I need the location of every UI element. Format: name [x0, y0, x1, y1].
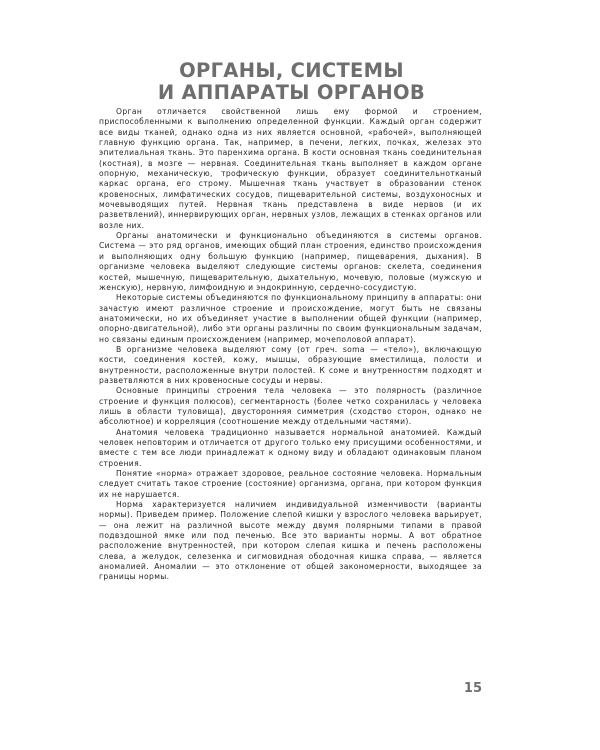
paragraph-soma: В организме человека выделяют сому (от греч. soma — «тело»), включающую кости, соединения костей, кожу, мышцы, образующие вместилища, полости и внутренности, расположенные внутри полостей. К соме и внутренностям подходят и разветвляются в них кровеносные сосуды и нервы. [99, 344, 482, 385]
paragraph-apparatus: Некоторые системы объединяются по функциональному принципу в аппараты: они зачастую имеют различное строение и происхождение, могут быть не связаны анатомически, но их объединяет участие в выполнении общей функции (например, опорно-двигательной), либо эти органы различны по своим функциональным задачам, но связаны единым происхождением (например, мочеполовой аппарат). [99, 293, 482, 344]
paragraph-body-principles: Основные принципы строения тела человека — это полярность (различное строение и функция полюсов), сегментарность (более четко сохранилась у человека лишь в области туловища), двусторонняя симметрия (сходство сторон, однако не абсолютное) и корреляция (соотношение между отдельными частями). [99, 386, 482, 427]
page-title-line-1: ОРГАНЫ, СИСТЕМЫ [179, 59, 404, 82]
body-text [99, 107, 482, 583]
paragraph-organ-definition: Орган отличается свойственной лишь ему формой и строением, приспособленными к выполнению определенной функции. Каждый орган содержит все виды тканей, однако одна из них является основной, «рабочей», выполняющей главную функцию органа. Так, например, в печени, легких, почках, железах это эпителиальная ткань. Это паренхима органа. В кости основная ткань соединительная (костная), в мозге — нервная. Соединительная ткань выполняет в каждом органе опорную, механическую, трофическую функции, образует соединительнотканый каркас органа, его строму. Мышечная ткань участвует в образовании стенок кровеносных, лимфатических сосудов, пищеварительной системы, воздухоносных и мочевыводящих путей. Нервная ткань представлена в виде нервов (и их разветвлений), иннервирующих орган, нервных узлов, лежащих в стенках органов или возле них. [99, 107, 482, 230]
paragraph-norm-variants: Норма характеризуется наличием индивидуальной изменчивости (варианты нормы). Приведем пример. Положение слепой кишки у взрослого человека варьирует, — она лежит на различной высоте между двумя полярными типами в правой подвздошной ямке или под печенью. Все это варианты нормы. А вот обратное расположение внутренностей, при котором слепая кишка и печень расположены слева, а желудок, селезенка и сигмовидная ободочная кишка справа, — является аномалией. Аномалии — это отклонение от общей закономерности, выходящее за границы нормы. [99, 500, 482, 582]
paragraph-organ-systems: Органы анатомически и функционально объединяются в системы органов. Система — это ряд органов, имеющих общий план строения, единство происхождения и выполняющих одну большую функцию (например, пищеварения, дыхания). В организме человека выделяют следующие системы органов: скелета, соединения костей, мышечную, пищеварительную, дыхательную, мочевую, половые (мужскую и женскую), нервную, лимфоидную и эндокринную, сердечно-сосудистую. [99, 231, 482, 292]
paragraph-norm-concept: Понятие «норма» отражает здоровое, реальное состояние человека. Нормальным следует считать такое строение (состояние) организма, органа, при котором функция их не нарушается. [99, 469, 482, 499]
paragraph-normal-anatomy: Анатомия человека традиционно называется нормальной анатомией. Каждый человек неповторим и отличается от другого только ему присущими особенностями, и вместе с тем все люди принадлежат к одному виду и обладают одинаковым планом строения. [99, 427, 482, 468]
page-number: 15 [463, 681, 482, 696]
page-title-line-2: И АППАРАТЫ ОРГАНОВ [157, 81, 426, 104]
